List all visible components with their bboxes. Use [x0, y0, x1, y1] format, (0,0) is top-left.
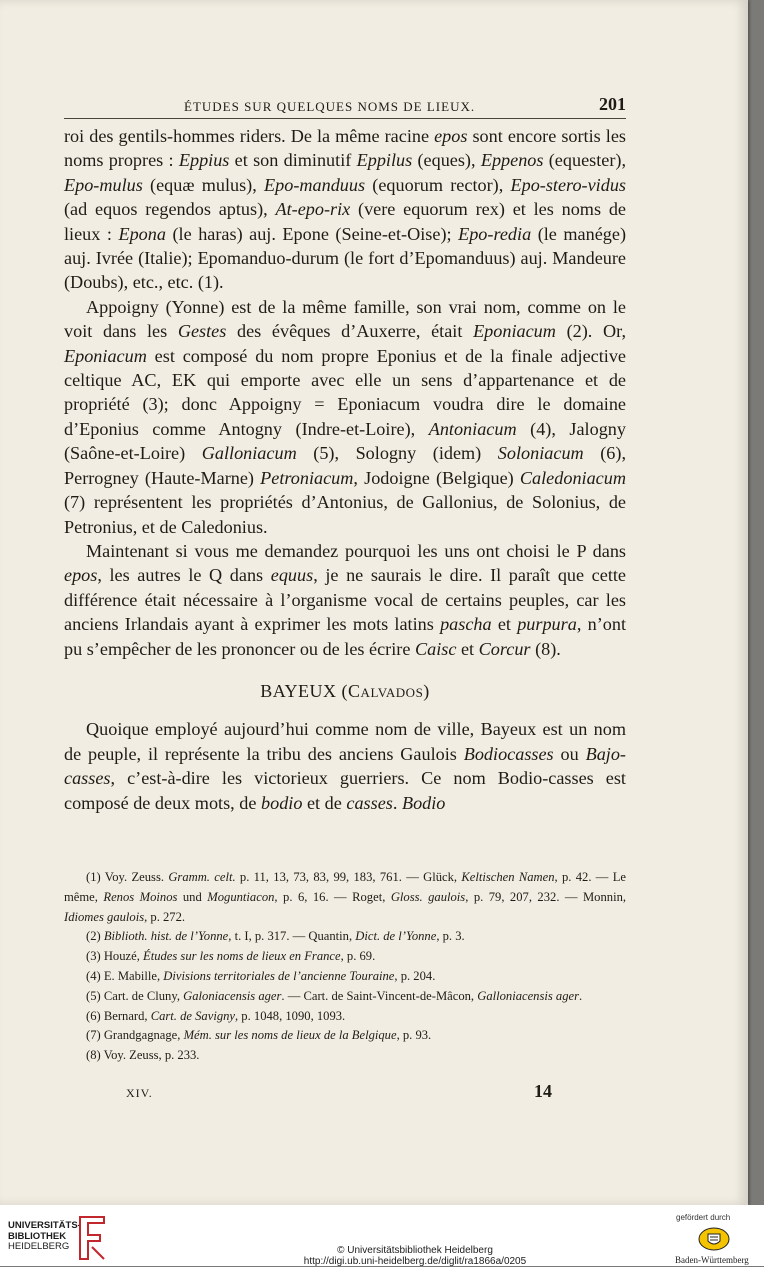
footnote: (4) E. Mabille, Divisions territoriales de l’ancienne Touraine, p. 204. [86, 968, 436, 983]
italic-text: Petroniacum [260, 467, 354, 488]
footnote: (8) Voy. Zeuss, p. 233. [86, 1048, 200, 1063]
italic-text: Soloniacum [497, 443, 584, 464]
library-logo-icon [76, 1215, 108, 1261]
signature-mark: XIV. [126, 1086, 153, 1100]
italic-text: Gloss. gaulois [390, 889, 466, 904]
main-text [64, 124, 626, 815]
italic-text: Bajo-casses [64, 743, 626, 789]
italic-text: Bodio [401, 792, 446, 813]
italic-text: Biblioth. hist. de l’Yonne [103, 929, 229, 944]
page-number: 201 [599, 94, 626, 114]
italic-text: Eppius [178, 150, 230, 171]
italic-text: Caisc [414, 638, 457, 659]
italic-text: Eponiacum [64, 345, 147, 366]
italic-text: Mém. sur les noms de lieux de la Belgique [183, 1028, 397, 1043]
footnote: (7) Grandgagnage, Mém. sur les noms de lieux de la Belgique, p. 93. [86, 1028, 432, 1043]
italic-text: Caledoniacum [519, 467, 626, 488]
italic-text: epos [64, 565, 98, 586]
italic-text: Dict. de l’Yonne [355, 929, 437, 944]
footnote: (6) Bernard, Cart. de Savigny, p. 1048, 1090, 1093. [86, 1008, 346, 1023]
italic-text: equus [270, 565, 314, 586]
signature-number: 14 [534, 1081, 552, 1101]
italic-text: bodio [261, 792, 303, 813]
italic-text: Divisions territoriales de l’ancienne Touraine [163, 968, 395, 983]
italic-text: Bodiocasses [463, 743, 554, 764]
italic-text: Cart. de Savigny [150, 1008, 235, 1023]
footnote: (5) Cart. de Cluny, Galoniacensis ager. — Cart. de Saint-Vincent-de-Mâcon, Galloniacensis ager. [86, 988, 583, 1003]
italic-text: Moguntiacon [207, 889, 275, 904]
italic-text: Epo-redia [458, 223, 532, 244]
italic-text: epos [434, 126, 468, 146]
italic-text: Eppenos [480, 150, 544, 171]
footnote: (2) Biblioth. hist. de l’Yonne, t. I, p. 317. — Quantin, Dict. de l’Yonne, p. 3. [86, 929, 465, 944]
italic-text: Gestes [177, 321, 227, 342]
paragraph: Maintenant si vous me demandez pourquoi les uns ont choisi le P dans epos, les autres le Q dans equus, je ne saurais le dire. Il paraît que cette différence était nécessaire à l’organisme vocal de certains peuples, car les anciens Irlandais ayant à exprimer les mots latins pascha et purpura, n’ont pu s’empêcher de les prononcer ou de les écrire Caisc et Corcur (8). [64, 540, 627, 659]
footnote: (1) Voy. Zeuss. Gramm. celt. p. 11, 13, 73, 83, 99, 183, 761. — Glück, Keltischen Namen, p. 42. — Le même, Renos Moinos und Moguntiacon, p. 6, 16. — Roget, Gloss. gaulois, p. 79, 207, 232. — Monnin, Idiomes gaulois, p. 272. [64, 870, 627, 924]
italic-text: Eponiacum [473, 321, 556, 342]
italic-text: Études sur les noms de lieux en France [143, 949, 341, 964]
source-url[interactable]: http://digi.ub.uni-heidelberg.de/diglit/ra1866a/0205 [303, 1256, 527, 1267]
footnotes [64, 868, 626, 1066]
state-crest-icon [697, 1226, 731, 1252]
italic-text: At-epo-rix [275, 199, 351, 220]
italic-text: casses [346, 792, 393, 813]
italic-text: Epo-mulus [64, 174, 143, 195]
running-header [64, 96, 626, 119]
italic-text: Galloniacum [201, 443, 297, 464]
italic-text: Renos Moinos [103, 889, 178, 904]
italic-text: Epo-manduus [264, 174, 366, 195]
italic-text: Corcur [478, 638, 531, 659]
italic-text: Galoniacensis ager [183, 988, 282, 1003]
funder-name: Baden-Württemberg [675, 1255, 749, 1265]
paragraph: roi des gentils-hommes riders. De la même racine epos sont encore sortis les noms propres : Eppius et son diminutif Eppilus (eques), Eppenos (equester), Epo-mulus (equæ mulus), Epo-manduus (equorum rector), Epo-stero-vidus (ad equos regendos aptus), At-epo-rix (vere equorum rex) et les noms de lieux : Epona (le haras) auj. Epone (Seine-et-Oise); Epo-redia (le manége) auj. Ivrée (Italie); Epomanduo-durum (le fort d’Epomanduus) auj. Mandeure (Doubs), etc., etc. (1). [64, 126, 627, 293]
italic-text: Galloniacensis ager [477, 988, 580, 1003]
italic-text: Epo-stero-vidus [510, 174, 626, 195]
section-heading: BAYEUX (Calvados) [260, 680, 430, 701]
paragraph: Appoigny (Yonne) est de la même famille, son vrai nom, comme on le voit dans les Gestes des évêques d’Auxerre, était Eponiacum (2). Or, Eponiacum est composé du nom propre Eponius et de la finale adjective celtique AC, EK qui emporte avec elle un sens d’appartenance et de propriété (3); donc Appoigny = Eponiacum voudra dire le domaine d’Eponius comme Antogny (Indre-et-Loire), Antoniacum (4), Jalogny (Saône-et-Loire) Galloniacum (5), Sologny (idem) Soloniacum (6), Perrogney (Haute-Marne) Petroniacum, Jodoigne (Belgique) Caledoniacum (7) représentent les propriétés d’Antonius, de Gallonius, de Solonius, de Petronius, et de Caledonius. [64, 296, 626, 537]
funder-label: gefördert durch [676, 1213, 731, 1222]
italic-text: Keltischen Namen [461, 870, 555, 884]
italic-text: Gramm. celt. [168, 870, 236, 884]
digitization-footer [0, 1205, 764, 1266]
copyright-text: © Universitätsbibliothek Heidelberg [337, 1245, 493, 1256]
copyright-block [250, 1245, 580, 1267]
paragraph: Quoique employé aujourd’hui comme nom de ville, Bayeux est un nom de peuple, il représente la tribu des anciens Gaulois Bodiocasses ou Bajo-casses, c’est-à-dire les victorieux guerriers. Ce nom Bodio-casses est composé de deux mots, de bodio et de casses. Bodio [64, 719, 626, 813]
footnote: (3) Houzé, Études sur les noms de lieux en France, p. 69. [86, 949, 376, 964]
running-title: ÉTUDES SUR QUELQUES NOMS DE LIEUX. [184, 99, 476, 114]
library-name: UNIVERSITÄTS- BIBLIOTHEK HEIDELBERG [8, 1220, 81, 1252]
italic-text: purpura [517, 614, 577, 635]
italic-text: Eppilus [356, 150, 413, 171]
italic-text: pascha [440, 614, 492, 635]
italic-text: Epona [118, 223, 166, 244]
italic-text: Idiomes gaulois [64, 909, 145, 924]
italic-text: Antoniacum [428, 418, 517, 439]
